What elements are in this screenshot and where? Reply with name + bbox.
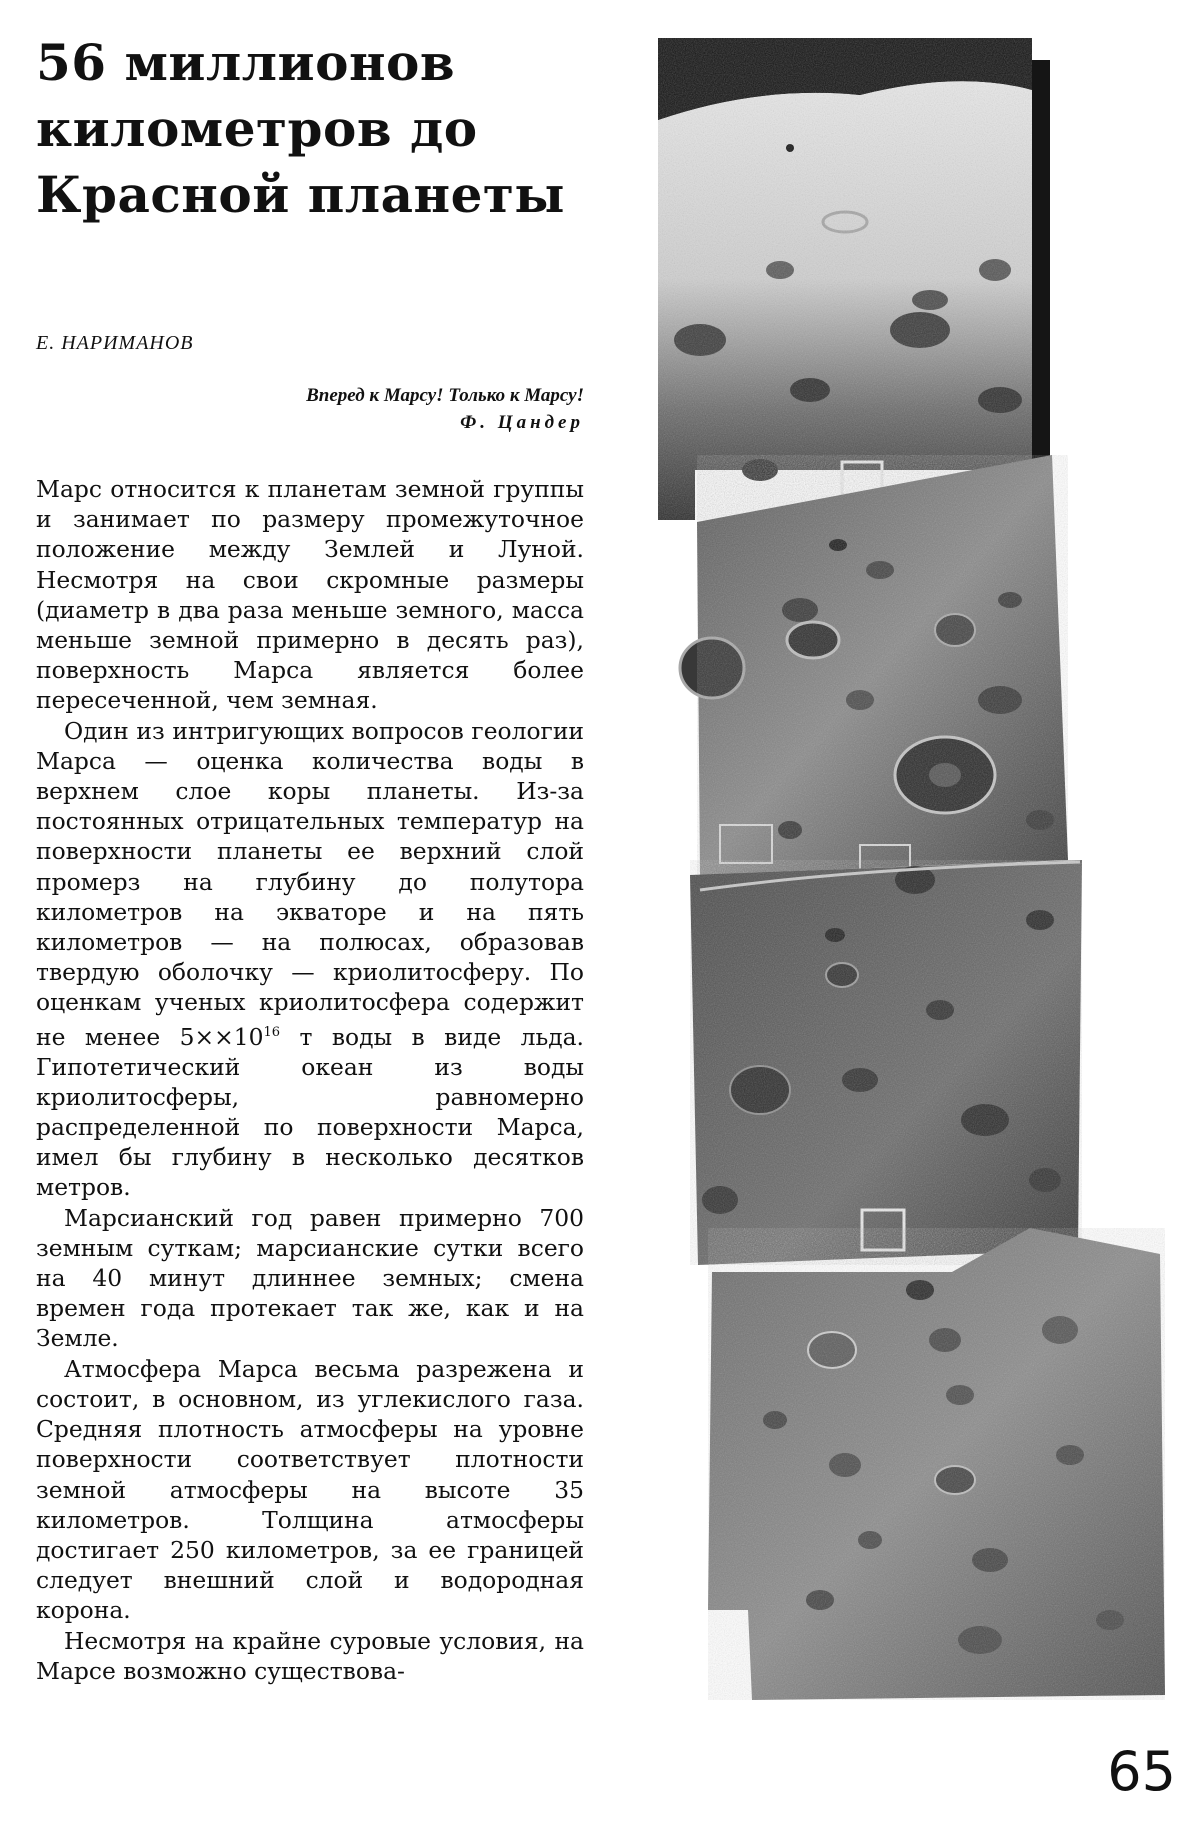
paragraph-4: Атмосфера Марса весьма разрежена и состоит, в основном, из углекислого газа. Средняя плотность атмосферы на уровне поверхности соответствует плотности земной атмосферы на высоте 35 километров. Толщина атмосферы достигает 250 километров, за ее границей следует внешний слой и водородная корона. [36,1354,584,1625]
author-byline: Е. НАРИМАНОВ [36,332,194,354]
paragraph-2-text-a: Один из интригующих вопросов геологии Марса — оценка количества воды в верхнем слое коры планеты. Из-за постоянных отрицательных температур на поверхности планеты ее верхний слой промерз на глубину до полутора километров на экваторе и на пять километров — на полюсах, образовав твердую оболочку — криолитосферу. По оценкам ученых криолитосфера содержит не менее 5× [36,716,584,1051]
photo-frame-3 [690,860,1082,1265]
paragraph-2-base: ×10 [214,1022,264,1051]
page-number: 65 [1107,1740,1176,1803]
epigraph-quote: Вперед к Марсу! Только к Марсу! [306,385,584,406]
paragraph-5: Несмотря на крайне суровые условия, на Марсе возможно существова- [36,1626,584,1685]
epigraph-signature: Ф. Цандер [460,412,584,433]
photo-frame-2 [680,455,1068,875]
paragraph-2-exponent: 16 [263,1024,281,1040]
photo-frame-1 [658,38,1050,520]
paragraph-2-text-b: т воды в виде льда. Гипотетический океан из воды криолитосферы, равномерно распределенной по поверхности Марса, имел бы глубину в несколько десятков метров. [36,1022,584,1202]
paragraph-1: Марс относится к планетам земной группы и занимает по размеру промежуточное положение между Землей и Луной. Несмотря на свои скромные размеры (диаметр в два раза меньше земного, масса меньше земной примерно в десять раз), поверхность Марса является более пересеченной, чем земная. [36,475,584,715]
paragraph-3: Марсианский год равен примерно 700 земным суткам; марсианские сутки всего на 40 минут длиннее земных; смена времен года протекает так же, как и на Земле. [36,1203,584,1353]
photo-frame-4 [705,1228,1165,1700]
title-line-2: километров до [36,99,478,158]
title-line-1: 56 миллионов [36,33,456,92]
title-line-3: Красной планеты [36,165,565,224]
